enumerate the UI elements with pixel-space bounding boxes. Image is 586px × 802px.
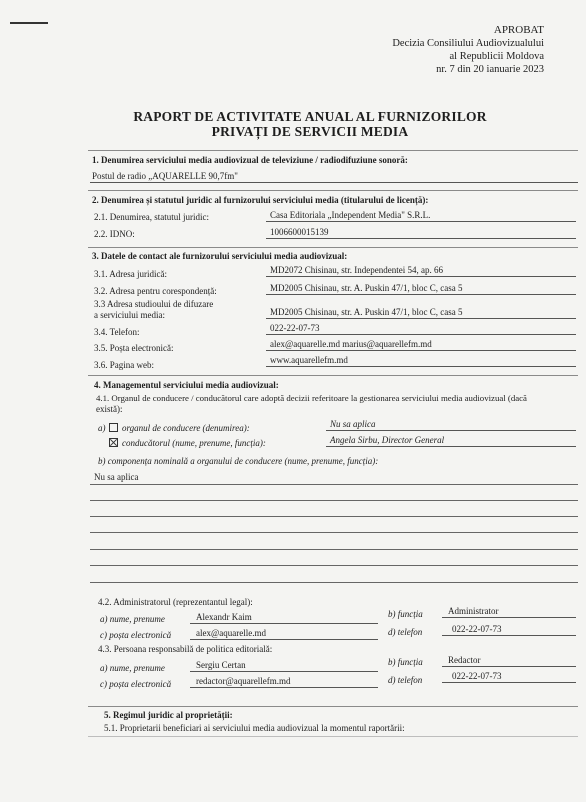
label-3-5: 3.5. Poșta electronică: [94,343,174,353]
composition-line-3 [90,516,578,517]
text-4-1-a: 4.1. Organul de conducere / conducătorul care adoptă decizii referitoare la gestionarea serviciului media audiovizual (dacă [96,393,527,403]
admin-name-value: Alexandr Kaim [196,612,252,622]
editor-phone-line [442,682,576,683]
editor-email-value: redactor@aquarellefm.md [196,676,291,686]
section-1-top-rule [88,150,578,151]
option-a-prefix: a) [98,423,106,433]
admin-phone-value: 022-22-07-73 [452,624,502,634]
editor-name-value: Sergiu Certan [196,660,246,670]
composition-line-5 [90,549,578,550]
composition-label: b) componența nominală a organului de conducere (nume, prenume, funcția): [98,456,379,466]
governing-body-line [326,430,576,431]
label-2-2: 2.2. IDNO: [94,229,135,239]
manager-checkbox-checked[interactable] [109,438,118,447]
label-3-1: 3.1. Adresa juridică: [94,269,167,279]
section-3-top-rule [88,247,578,248]
editor-function-line [442,666,576,667]
governing-body-value: Nu sa aplica [330,419,376,429]
text-4-2: 4.2. Administratorul (reprezentantul legal): [98,597,253,607]
value-3-3: MD2005 Chisinau, str. A. Puskin 47/1, bloc C, casa 5 [270,307,463,317]
composition-line-7 [90,582,578,583]
value-3-1: MD2072 Chisinau, str. Independentei 54, ap. 66 [270,265,443,275]
label-3-3-a: 3.3 Adresa studioului de difuzare [94,299,214,309]
editor-email-label: c) poșta electronică [100,679,172,689]
section-4-heading: 4. Managementul serviciului media audiovizual: [94,380,279,390]
editor-name-label: a) nume, prenume [100,663,165,673]
section-3-heading: 3. Datele de contact ale furnizorului serviciului media audiovizual: [92,251,348,261]
section-5-top-rule [88,706,578,707]
approval-heading: APROBAT [493,24,544,36]
approval-line-3: nr. 7 din 20 ianuarie 2023 [436,64,544,75]
admin-name-line [190,623,378,624]
section-2-heading: 2. Denumirea și statutul juridic al furnizorului serviciului media (titularului de licență): [92,195,429,205]
section-1-line [90,182,578,183]
section-1-heading: 1. Denumirea serviciului media audiovizual de televiziune / radiodifuziune sonoră: [92,155,408,165]
line-2-1 [266,221,576,222]
value-3-5: alex@aquarelle.md marius@aquarellefm.md [270,339,432,349]
admin-function-value: Administrator [448,606,499,616]
text-4-1-b: există): [96,404,123,414]
line-3-6 [266,366,576,367]
line-3-3 [266,318,576,319]
admin-email-value: alex@aquarelle.md [196,628,267,638]
composition-line-1 [90,484,578,485]
line-3-2 [266,294,576,295]
text-5-1: 5.1. Proprietarii beneficiari ai serviciului media audiovizual la momentul raportării: [104,723,405,733]
report-title [100,109,520,139]
value-2-1: Casa Editoriala „Independent Media" S.R.L. [270,210,431,220]
manager-line [326,446,576,447]
editor-function-value: Redactor [448,655,481,665]
label-3-2: 3.2. Adresa pentru corespondență: [94,286,217,296]
admin-name-label: a) nume, prenume [100,614,165,624]
admin-function-line [442,617,576,618]
section-1-value: Postul de radio „AQUARELLE 90,7fm" [92,171,238,181]
composition-line-6 [90,565,578,566]
admin-phone-line [442,635,576,636]
line-3-1 [266,276,576,277]
admin-email-line [190,639,378,640]
title-line-2: PRIVAȚI DE SERVICII MEDIA [211,124,409,139]
editor-function-label: b) funcția [388,657,423,667]
editor-phone-value: 022-22-07-73 [452,671,502,681]
label-3-4: 3.4. Telefon: [94,327,140,337]
top-left-mark [10,22,48,24]
section-4-top-rule [88,375,578,376]
manager-value: Angela Sirbu, Director General [330,435,445,445]
admin-phone-label: d) telefon [388,627,423,637]
composition-value: Nu sa aplica [94,472,139,482]
governing-body-checkbox[interactable] [109,423,118,432]
value-3-4: 022-22-07-73 [270,323,320,333]
line-3-5 [266,350,576,351]
line-2-2 [266,238,576,239]
admin-email-label: c) poșta electronică [100,630,172,640]
label-3-6: 3.6. Pagina web: [94,360,154,370]
value-2-2: 1006600015139 [270,227,329,237]
composition-line-4 [90,532,578,533]
section-5-heading: 5. Regimul juridic al proprietății: [104,710,233,720]
composition-line-2 [90,500,578,501]
section-2-top-rule [88,190,578,191]
approval-line-2: al Republicii Moldova [449,51,544,62]
line-3-4 [266,334,576,335]
admin-function-label: b) funcția [388,609,423,619]
approval-block [392,24,544,76]
editor-phone-label: d) telefon [388,675,423,685]
manager-label: conducătorul (nume, prenume, funcția): [122,438,266,448]
governing-body-label: organul de conducere (denumirea): [122,423,250,433]
value-3-6: www.aquarellefm.md [270,355,348,365]
editor-email-line [190,687,378,688]
editor-name-line [190,671,378,672]
text-4-3: 4.3. Persoana responsabilă de politica editorială: [98,644,273,654]
section-5-bottom-rule [88,736,578,737]
title-line-1: RAPORT DE ACTIVITATE ANUAL AL FURNIZORILOR [133,109,487,124]
label-2-1: 2.1. Denumirea, statutul juridic: [94,212,209,222]
label-3-3-b: a serviciului media: [94,310,165,320]
approval-line-1: Decizia Consiliului Audiovizualului [392,38,544,49]
value-3-2: MD2005 Chisinau, str. A. Puskin 47/1, bloc C, casa 5 [270,283,463,293]
